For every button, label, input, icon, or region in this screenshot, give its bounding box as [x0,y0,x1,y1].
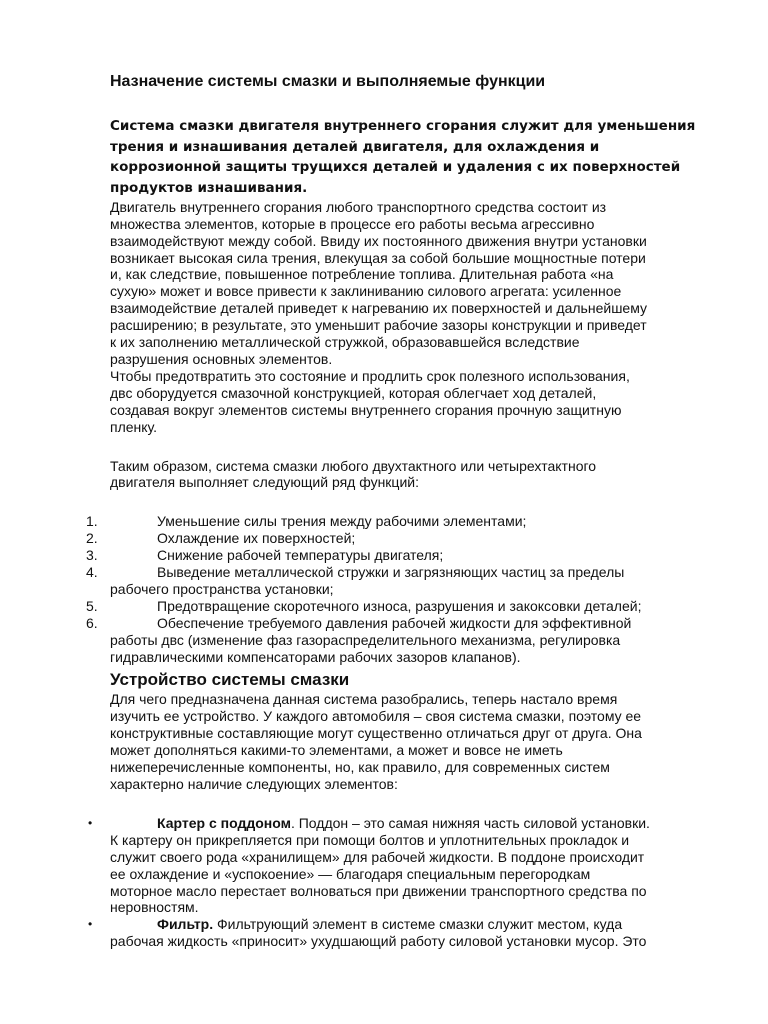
bullet-icon: • [88,917,93,932]
page-title: Назначение системы смазки и выполняемые функции [110,73,546,90]
lead-line: трения и изнашивания деталей двигателя, для охлаждения и [110,138,600,155]
text-line: создавая вокруг элементов системы внутреннего сгорания прочную защитную [110,401,622,418]
list-text-continuation: К картеру он прикрепляется при помощи болтов и уплотнительных прокладок и [110,831,630,848]
text-line: сухую» может и вовсе привести к заклиниванию силового агрегата: усиленное [110,283,622,300]
paragraph-functions-intro [110,458,714,492]
paragraph-device [110,691,714,792]
text-line: Таким образом, система смазки любого двухтактного или четырехтактного [110,457,597,474]
list-text-continuation: неровностям. [110,899,199,916]
text-line: пленку. [110,418,158,435]
lead-line: продуктов изнашивания. [110,180,308,197]
text-line: Чтобы предотвратить это состояние и продлить срок полезного использования, [110,367,630,384]
lead-paragraph [110,116,714,199]
list-text-continuation: ее охлаждение и «успокоение» — благодаря специальным перегородкам [110,865,591,882]
text-line: может дополняться какими-то элементами, а может и вовсе не иметь [110,742,563,759]
text-line: конструктивные составляющие могут существенно отличаться друг от друга. Она [110,725,642,742]
list-item [86,597,714,615]
components-list [88,814,714,950]
list-text-continuation: служит своего рода «хранилищем» для рабочей жидкости. В поддоне происходит [110,848,645,865]
text-line: разрушения основных элементов. [110,350,333,367]
list-text-continuation: работы двс (изменение фаз газораспределительного механизма, регулировка [110,631,621,648]
list-text: . Поддон – это самая нижняя часть силовой установки. [290,814,650,831]
list-text: Обеспечение требуемого давления рабочей жидкости для эффективной [157,614,632,631]
list-text-continuation: гидравлическими компенсаторами рабочих зазоров клапанов). [110,648,521,665]
list-text-continuation: рабочего пространства установки; [110,580,334,597]
text-line: расширению; в результате, это уменьшит рабочие зазоры конструкции и приведет [110,317,647,334]
lead-line: Система смазки двигателя внутреннего сгорания служит для уменьшения [110,118,696,134]
list-number: 1. [86,513,98,530]
list-text: Фильтрующий элемент в системе смазки служит местом, куда [213,916,623,933]
text-line: возникает высокая сила трения, влекущая за собой большие мощностные потери [110,249,646,266]
list-text-continuation: моторное масло перестает волноваться при движении транспортного средства по [110,882,647,899]
list-text: Снижение рабочей температуры двигателя; [157,547,444,564]
list-number: 5. [86,597,98,614]
list-text: Выведение металлической стружки и загрязняющих частиц за пределы [157,564,625,581]
list-text: Предотвращение скоротечного износа, разрушения и закоксовки деталей; [157,597,642,614]
list-item [86,547,714,564]
text-line: характерно наличие следующих элементов: [110,776,398,792]
text-line: нижеперечисленные компоненты, но, как правило, для современных систем [110,759,610,776]
functions-list [86,513,714,665]
list-item [86,530,714,547]
text-line: двигателя выполняет следующий ряд функций: [110,474,419,491]
paragraph-intro [110,199,714,368]
lead-line: коррозионной защиты трущихся деталей и удаления с их поверхностей [110,159,681,176]
list-first-line [110,916,714,933]
text-line: множества элементов, которые в процессе его работы весьма агрессивно [110,215,595,232]
text-line: и, как следствие, повышенное потребление топлива. Длительная работа «на [110,266,614,283]
list-text-continuation: рабочая жидкость «приносит» ухудшающий работу силовой установки мусор. Это [110,933,647,950]
list-first-line [110,815,714,832]
text-line: взаимодействуют между собой. Ввиду их постоянного движения внутри установки [110,232,647,249]
document-page [86,72,714,950]
list-number: 6. [86,614,98,631]
bullet-icon: • [88,815,93,830]
section-title: Устройство системы смазки [110,670,350,690]
text-line: изучить ее устройство. У каждого автомобиля – своя система смазки, поэтому ее [110,708,642,725]
text-line: взаимодействие деталей приведет к нагреванию их поверхностей и дальнейшему [110,300,647,317]
list-text: Уменьшение силы трения между рабочими элементами; [157,513,527,530]
text-line: Двигатель внутреннего сгорания любого транспортного средства состоит из [110,198,607,215]
list-item [86,564,714,598]
list-term: Фильтр. [157,916,214,933]
list-number: 2. [86,530,98,547]
paragraph-purpose [110,368,714,436]
text-line: Для чего предназначена данная система разобрались, теперь настало время [110,691,618,708]
text-line: двс оборудуется смазочной конструкцией, которая облегчает ход деталей, [110,384,597,401]
list-text: Охлаждение их поверхностей; [157,530,356,547]
list-item [88,916,714,950]
list-item [88,814,714,916]
list-item [86,513,714,530]
list-item [86,614,714,666]
list-number: 3. [86,547,98,564]
list-number: 4. [86,564,98,581]
text-line: к их заполнению металлической стружкой, образовавшейся вследствие [110,334,580,351]
list-term: Картер с поддоном [157,814,291,831]
